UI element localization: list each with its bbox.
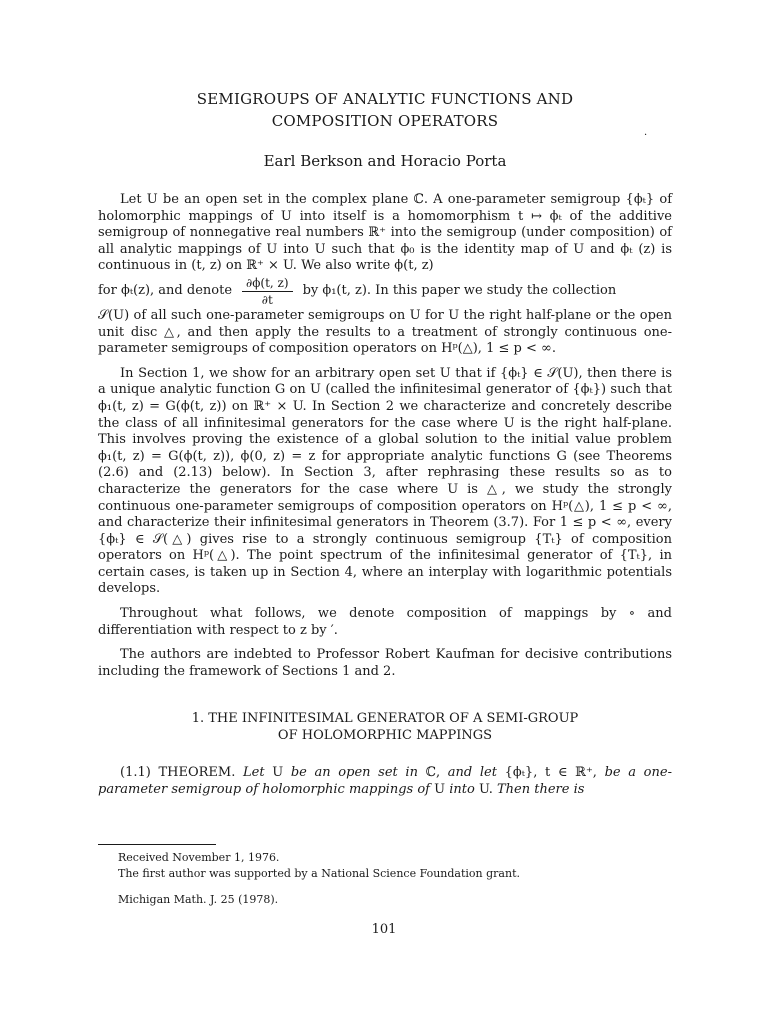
page-body — [98, 88, 672, 798]
partial-derivative-fraction — [242, 276, 293, 307]
theorem-text-3: and let — [447, 765, 497, 781]
theorem-text-2: be an open set in — [290, 765, 418, 781]
intro-paragraph-4: The authors are indebted to Professor Robert Kaufman for decisive contributions including the framework of Sections 1 and 2. — [98, 647, 672, 679]
fraction-trail-text: by ϕ₁(t, z). In this paper we study the collection — [302, 283, 617, 299]
theorem-symbol-u3: U. — [478, 782, 493, 798]
section-heading-line-2: OF HOLOMORPHIC MAPPINGS — [277, 728, 493, 744]
intro-paragraph-1a: Let U be an open set in the complex plane ℂ. A one-parameter semigroup {ϕₜ} of holomorphic mappings of U into itself is a homomorphism t ↦ ϕₜ of the additive semigroup of nonnegative real numbers ℝ⁺ into the semigroup (under composition) of all analytic mappings of U into U such that ϕ₀ is the identity map of U and ϕₜ (z) is continuous in (t, z) on ℝ⁺ × U. We also write ϕ(t, z) — [98, 192, 672, 274]
section-heading-line-1: 1. THE INFINITESIMAL GENERATOR OF A SEMI-GROUP — [191, 711, 579, 727]
paper-title — [98, 88, 672, 132]
title-line-1: SEMIGROUPS OF ANALYTIC FUNCTIONS AND — [196, 90, 574, 108]
theorem-text-6: Then there is — [497, 782, 585, 798]
theorem-text-4: be a one-parameter semigroup of holomorphic mappings of — [98, 765, 672, 798]
footnote-rule — [98, 844, 216, 845]
theorem-symbol-c: ℂ, — [425, 765, 441, 781]
theorem-symbol-u: U — [272, 765, 284, 781]
fraction-numerator: ∂ϕ(t, z) — [242, 276, 293, 292]
theorem-symbol-phi: {ϕₜ}, t ∈ ℝ⁺, — [504, 765, 597, 781]
footnotes — [118, 850, 678, 908]
footnote-journal: Michigan Math. J. 25 (1978). — [118, 893, 279, 906]
stray-mark: · — [644, 130, 648, 141]
fraction-line — [98, 276, 672, 307]
theorem-statement — [98, 764, 672, 798]
section-heading — [98, 710, 672, 744]
authors: Earl Berkson and Horacio Porta — [263, 152, 507, 170]
fraction-lead-text: for ϕₜ(z), and denote — [98, 283, 233, 299]
footnote-received: Received November 1, 1976. — [118, 851, 280, 864]
theorem-label: (1.1) THEOREM. — [120, 765, 236, 781]
fraction-denominator: ∂t — [261, 292, 273, 307]
theorem-text-1: Let — [243, 765, 265, 781]
theorem-symbol-u2: U — [434, 782, 446, 798]
intro-paragraph-3: Throughout what follows, we denote composition of mappings by ∘ and differentiation with respect to z by ′. — [98, 606, 672, 638]
intro-paragraph-2: In Section 1, we show for an arbitrary open set U that if {ϕₜ} ∈ 𝒮(U), then there is a unique analytic function G on U (called the infinitesimal generator of {ϕₜ}) such that ϕ₁(t, z) = G(ϕ(t, z)) on ℝ⁺ × U. In Section 2 we characterize and concretely describe the class of all infinitesimal generators for the case where U is the right half-plane. This involves proving the existence of a global solution to the initial value problem ϕ₁(t, z) = G(ϕ(t, z)), ϕ(0, z) = z for appropriate analytic functions G (see Theorems (2.6) and (2.13) below). In Section 3, after rephrasing these results so as to characterize the generators for the case where U is △, we study the strongly continuous one-parameter semigroups of composition operators on Hᵖ(△), 1 ≤ p < ∞, and characterize their infinitesimal generators in Theorem (3.7). For 1 ≤ p < ∞, every {ϕₜ} ∈ 𝒮(△) gives rise to a strongly continuous semigroup {Tₜ} of composition operators on Hᵖ(△). The point spectrum of the infinitesimal generator of {Tₜ}, in certain cases, is taken up in Section 4, where an interplay with logarithmic potentials develops. — [98, 365, 672, 597]
theorem-text-5: into — [449, 782, 475, 798]
title-line-2: COMPOSITION OPERATORS — [271, 112, 499, 130]
page-number: 101 — [371, 922, 397, 937]
footnote-support: The first author was supported by a National Science Foundation grant. — [118, 867, 520, 880]
intro-paragraph-1b: 𝒮(U) of all such one-parameter semigroups on U for U the right half-plane or the open unit disc △, and then apply the results to a treatment of strongly continuous one-parameter semigroups of composition operators on Hᵖ(△), 1 ≤ p < ∞. — [98, 307, 672, 357]
